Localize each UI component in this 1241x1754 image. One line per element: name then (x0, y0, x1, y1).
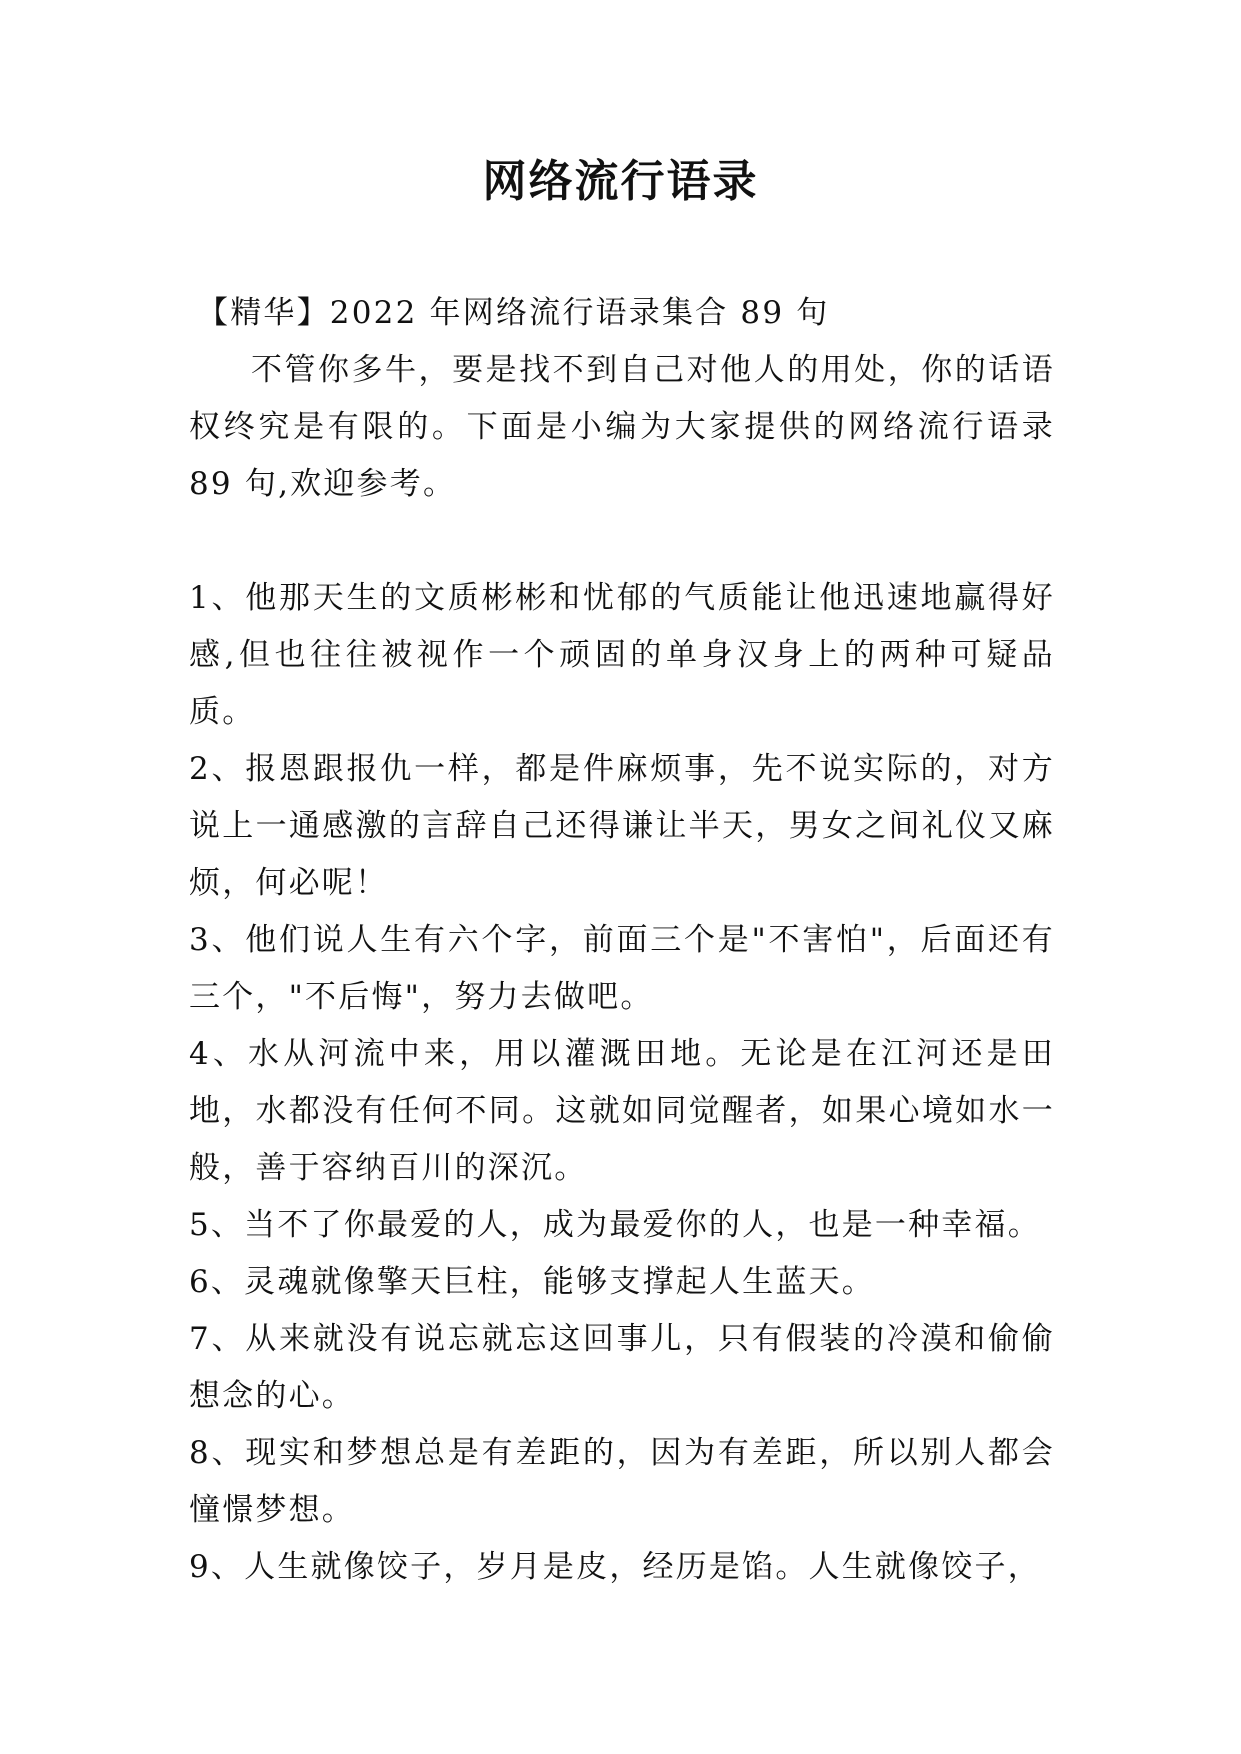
document-title: 网络流行语录 (482, 156, 759, 207)
quote-item: 7、从来就没有说忘就忘这回事儿，只有假装的冷漠和偷偷想念的心。 (189, 1321, 1055, 1414)
quote-item: 5、当不了你最爱的人，成为最爱你的人，也是一种幸福。 (189, 1207, 1041, 1243)
quote-item: 3、他们说人生有六个字，前面三个是"不害怕"，后面还有三个，"不后悔"，努力去做吧。 (189, 922, 1055, 1015)
intro-paragraph: 不管你多牛，要是找不到自己对他人的用处，你的话语权终究是有限的。下面是小编为大家提供的网络流行语录 89 句,欢迎参考。 (189, 352, 1055, 502)
quote-item: 2、报恩跟报仇一样，都是件麻烦事，先不说实际的，对方说上一通感激的言辞自己还得谦让半天，男女之间礼仪又麻烦，何必呢！ (189, 751, 1055, 901)
quote-item: 4、水从河流中来，用以灌溉田地。无论是在江河还是田地，水都没有任何不同。这就如同觉醒者，如果心境如水一般，善于容纳百川的深沉。 (189, 1036, 1055, 1186)
quote-list (189, 570, 1055, 1596)
quote-item: 1、他那天生的文质彬彬和忧郁的气质能让他迅速地赢得好感,但也往往被视作一个顽固的单身汉身上的两种可疑品质。 (189, 580, 1055, 730)
quote-item: 6、灵魂就像擎天巨柱，能够支撑起人生蓝天。 (189, 1264, 875, 1300)
quote-item: 8、现实和梦想总是有差距的，因为有差距，所以别人都会憧憬梦想。 (189, 1435, 1055, 1528)
document-subtitle: 【精华】2022 年网络流行语录集合 89 句 (197, 295, 830, 331)
document-body (189, 285, 1055, 1596)
quote-item: 9、人生就像饺子，岁月是皮，经历是馅。人生就像饺子， (189, 1549, 1041, 1585)
paragraph-spacer (189, 513, 1055, 570)
